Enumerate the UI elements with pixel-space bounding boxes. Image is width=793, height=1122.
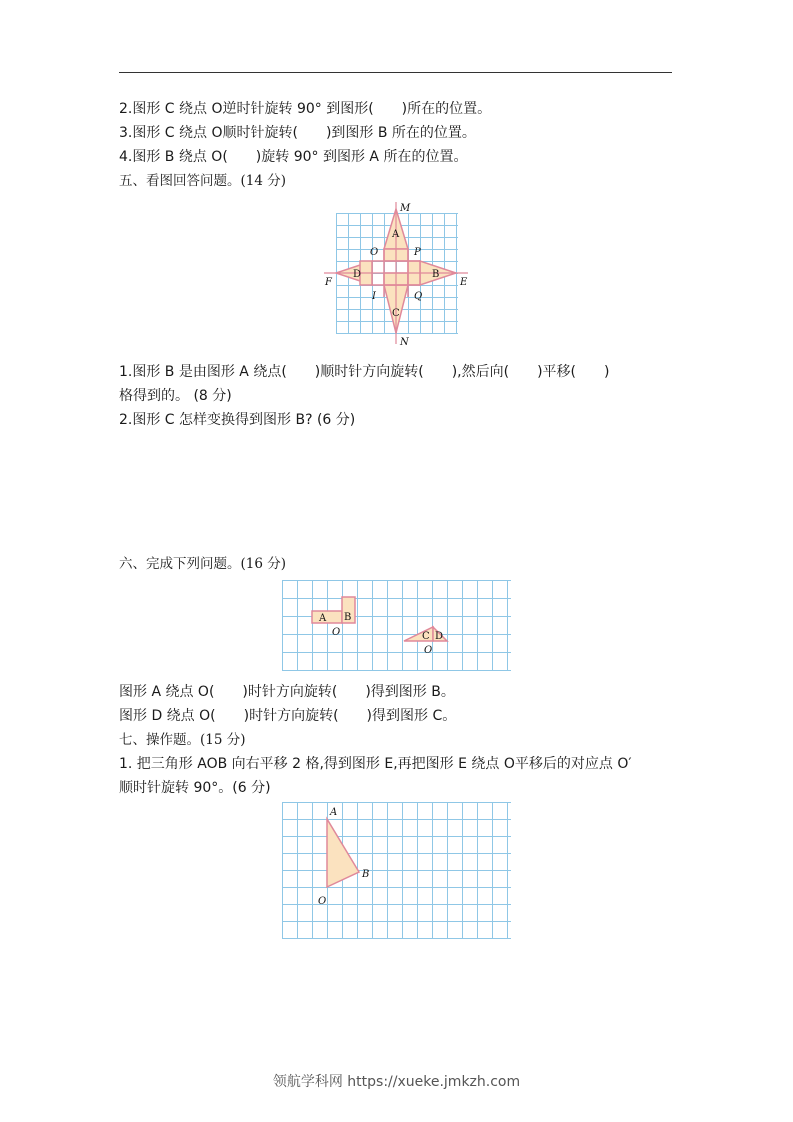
figure-7-operation-grid — [282, 800, 512, 942]
figure-6-shape-a — [312, 611, 342, 623]
figure-6-label-c: C — [422, 631, 430, 642]
figure-5-label-d: D — [353, 269, 362, 280]
question-7-1-line-1: 1. 把三角形 AOB 向右平移 2 格,得到图形 E,再把图形 E 绕点 O平移后的对应点 O′ — [119, 756, 632, 772]
figure-5-point-q: Q — [414, 291, 423, 302]
figure-7-point-o: O — [318, 896, 327, 907]
figure-5-point-f: F — [325, 277, 332, 288]
section-5-heading: 五、看图回答问题。(14 分) — [119, 173, 287, 189]
figure-5-rotation-grid — [320, 200, 470, 348]
question-4-2: 2.图形 C 绕点 O逆时针旋转 90° 到图形( )所在的位置。 — [119, 101, 492, 117]
footer-watermark: 领航学科网 https://xueke.jmkzh.com — [272, 1074, 521, 1090]
figure-6-rotation-grid — [282, 580, 512, 672]
section-6-heading: 六、完成下列问题。(16 分) — [119, 556, 287, 572]
figure-7-point-b: B — [362, 869, 370, 880]
question-5-1-line-1: 1.图形 B 是由图形 A 绕点( )顺时针方向旋转( ),然后向( )平移( ) — [119, 364, 610, 380]
figure-5-point-o: O — [370, 247, 379, 258]
figure-6-label-a: A — [319, 613, 327, 624]
figure-5-point-n: N — [400, 337, 409, 348]
figure-5-label-b: B — [432, 269, 440, 280]
figure-5-point-m: M — [400, 203, 411, 214]
figure-5-label-c: C — [392, 308, 400, 319]
question-5-1-line-2: 格得到的。 (8 分) — [119, 388, 232, 404]
question-6-a: 图形 A 绕点 O( )时针方向旋转( )得到图形 B。 — [119, 684, 455, 700]
question-5-2: 2.图形 C 怎样变换得到图形 B? (6 分) — [119, 412, 356, 428]
question-4-3: 3.图形 C 绕点 O顺时针旋转( )到图形 B 所在的位置。 — [119, 125, 476, 141]
figure-5-point-e: E — [460, 277, 468, 288]
figure-7-grid-lines — [282, 802, 511, 939]
figure-6-point-o-left: O — [332, 627, 341, 638]
question-7-1-line-2: 顺时针旋转 90°。(6 分) — [119, 780, 271, 796]
figure-6-label-b: B — [344, 612, 352, 623]
figure-6-grid-lines — [282, 580, 511, 671]
section-7-heading: 七、操作题。(15 分) — [119, 732, 246, 748]
figure-6-point-o-right: O — [424, 645, 433, 656]
figure-5-label-a: A — [392, 229, 400, 240]
figure-6-label-d: D — [435, 631, 444, 642]
question-4-4: 4.图形 B 绕点 O( )旋转 90° 到图形 A 所在的位置。 — [119, 149, 468, 165]
figure-5-point-i: I — [372, 291, 376, 302]
question-6-b: 图形 D 绕点 O( )时针方向旋转( )得到图形 C。 — [119, 708, 457, 724]
figure-5-point-p: P — [414, 247, 421, 258]
figure-7-point-a: A — [330, 807, 338, 818]
header-rule — [119, 72, 672, 73]
